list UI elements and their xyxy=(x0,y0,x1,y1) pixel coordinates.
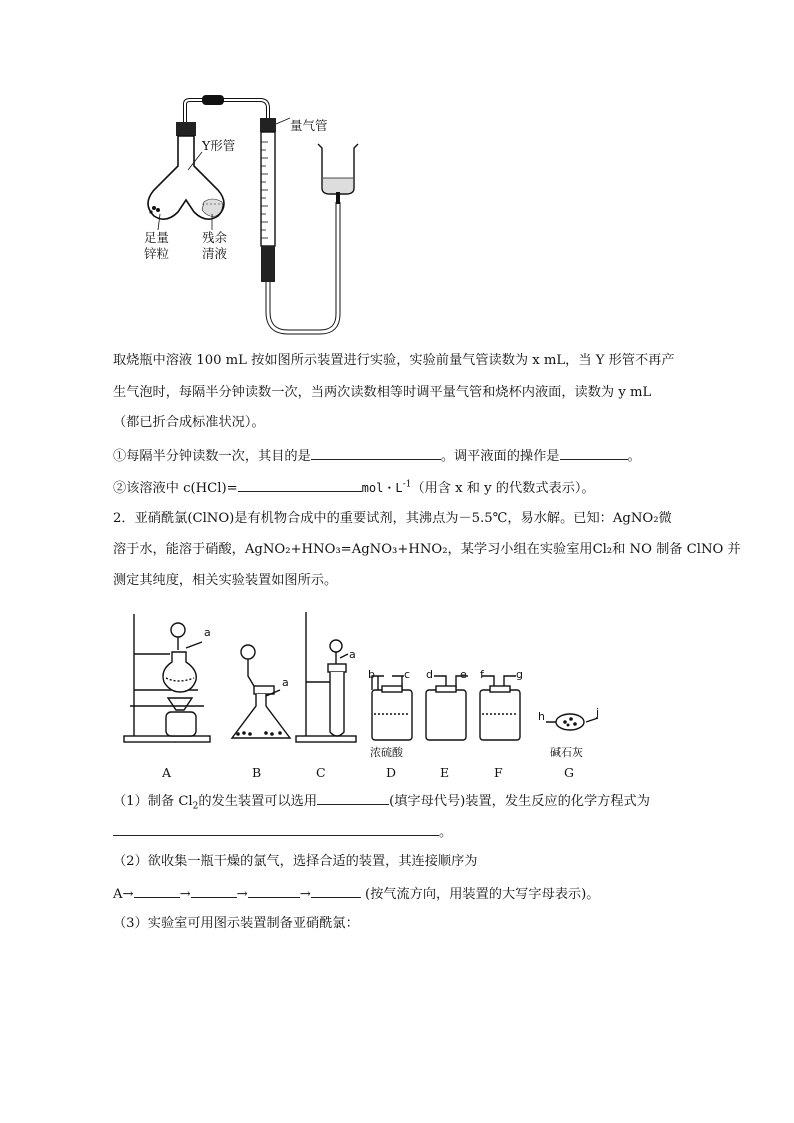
port-b: b xyxy=(368,668,375,681)
port-g: g xyxy=(516,668,523,681)
port-d: d xyxy=(426,668,433,681)
letter-F: F xyxy=(494,765,503,780)
question-1-part-b: 。调平液面的操作是 xyxy=(440,449,560,464)
port-a-A: a xyxy=(204,626,211,639)
figure1-labels xyxy=(140,92,390,342)
port-f: f xyxy=(480,668,484,681)
blank-seq-3[interactable] xyxy=(248,883,300,898)
label-zinc-line2: 锌粒 xyxy=(144,246,170,261)
port-e: e xyxy=(460,668,467,681)
label-buret: 量气管 xyxy=(290,118,328,133)
port-j: j xyxy=(596,706,600,719)
sub1-subscript: 2 xyxy=(192,801,199,812)
blank-equation[interactable] xyxy=(113,821,439,836)
question-1 xyxy=(113,445,641,467)
letter-C: C xyxy=(316,765,326,780)
port-a-C: a xyxy=(349,648,356,661)
unit: mol・L xyxy=(361,481,403,495)
sub-question-2-sequence xyxy=(113,883,599,905)
sub2-start: A→ xyxy=(113,887,134,902)
problem2-line3: 测定其纯度，相关实验装置如图所示。 xyxy=(113,573,338,588)
label-liquid-line1: 残余 xyxy=(202,230,228,245)
sub1-end: 。 xyxy=(439,825,453,840)
letter-G: G xyxy=(564,765,574,780)
sub1-part-a: （1）制备 Cl xyxy=(113,794,193,809)
label-liquid-line2: 清液 xyxy=(202,246,228,261)
letter-D: D xyxy=(386,765,397,780)
port-a-B: a xyxy=(282,676,289,689)
blank-level-operation[interactable] xyxy=(560,445,628,460)
letter-E: E xyxy=(440,765,450,780)
label-zinc-line1: 足量 xyxy=(144,230,170,245)
question-1-part-a: ①每隔半分钟读数一次，其目的是 xyxy=(113,449,311,464)
sub1-part-c: (填字母代号)装置，发生反应的化学方程式为 xyxy=(389,794,650,809)
letter-B: B xyxy=(252,765,262,780)
letter-A: A xyxy=(162,765,172,780)
arrow-2: → xyxy=(236,887,248,902)
blank-generator[interactable] xyxy=(317,790,389,805)
para1-line2: 生气泡时，每隔半分钟读数一次，当两次读数相等时调平量气管和烧杯内液面，读数为 y mL xyxy=(113,385,652,400)
port-c: c xyxy=(404,668,411,681)
question-1-part-c: 。 xyxy=(627,449,641,464)
question-2-part-b: （用含 x 和 y 的代数式表示）。 xyxy=(411,481,595,496)
blank-hcl-conc[interactable] xyxy=(238,477,362,492)
para1-line3: （都已折合成标准状况）。 xyxy=(113,415,265,430)
blank-seq-1[interactable] xyxy=(134,883,180,898)
para1-line1: 取烧瓶中溶液 100 mL 按如图所示装置进行实验，实验前量气管读数为 x mL，当 Y 形管不再产 xyxy=(113,353,675,368)
problem2-line1: 2．亚硝酰氯(ClNO)是有机物合成中的重要试剂，其沸点为－5.5℃，易水解。已知：AgNO₂微 xyxy=(113,511,672,526)
blank-seq-2[interactable] xyxy=(191,883,237,898)
label-soda-lime: 碱石灰 xyxy=(550,746,583,759)
arrow-1: → xyxy=(179,887,191,902)
arrow-3: → xyxy=(299,887,311,902)
blank-seq-4[interactable] xyxy=(311,883,361,898)
question-2-part-a: ②该溶液中 c(HCl)= xyxy=(113,481,238,496)
label-conc-sulfuric-acid: 浓硫酸 xyxy=(370,746,403,759)
sub-question-1 xyxy=(113,790,650,812)
sub1-part-b: 的发生装置可以选用 xyxy=(198,794,318,809)
label-y-tube: Y形管 xyxy=(202,138,236,153)
sub2-line1: （2）欲收集一瓶干燥的氯气，选择合适的装置，其连接顺序为 xyxy=(113,854,478,869)
sub-question-1-line2 xyxy=(113,821,452,843)
blank-purpose[interactable] xyxy=(311,445,441,460)
question-2 xyxy=(113,477,595,499)
unit-exponent: -1 xyxy=(402,479,412,490)
port-h: h xyxy=(538,710,545,723)
problem2-line2: 溶于水，能溶于硝酸，AgNO₂+HNO₃=AgNO₃+HNO₂，某学习小组在实验室用Cl₂和 NO 制备 ClNO 并 xyxy=(113,542,741,557)
sub2-tail: (按气流方向，用装置的大写字母表示)。 xyxy=(360,887,600,902)
figure2-labels xyxy=(120,606,620,782)
sub3-line1: （3）实验室可用图示装置制备亚硝酰氯： xyxy=(113,916,359,931)
